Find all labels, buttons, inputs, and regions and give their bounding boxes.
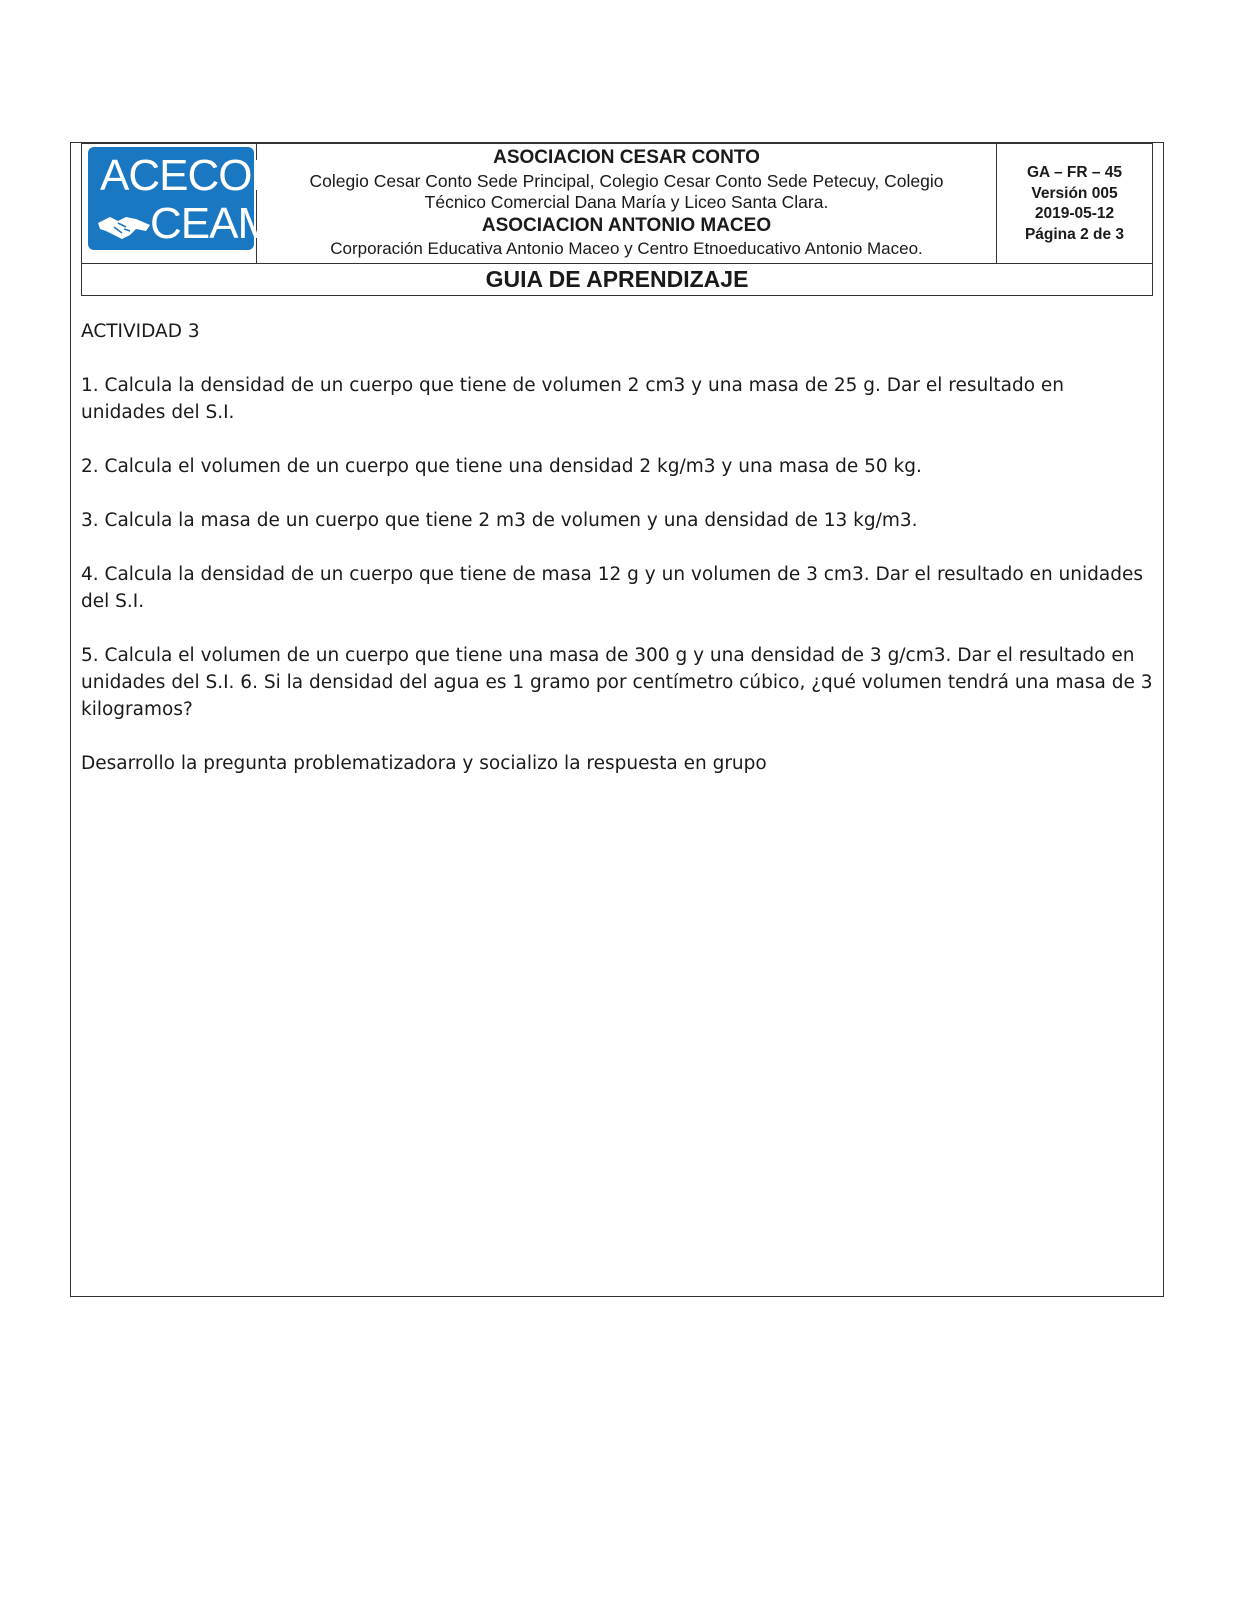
- org2-description: Corporación Educativa Antonio Maceo y Centro Etnoeducativo Antonio Maceo.: [330, 239, 923, 258]
- exercise-item: 5. Calcula el volumen de un cuerpo que tiene una masa de 300 g y una densidad de 3 g/cm3. Dar el resultado en unidades del S.I. 6. Si la densidad del agua es 1 gramo por centímetro cúbico, ¿qué volumen tendrá una masa de 3 kilogramos?: [81, 645, 1153, 720]
- exercise-item: 1. Calcula la densidad de un cuerpo que tiene de volumen 2 cm3 y una masa de 25 g. Dar el resultado en unidades del S.I.: [81, 375, 1065, 423]
- logo-text-acecon: ACECON: [100, 151, 283, 200]
- exercise-item: 3. Calcula la masa de un cuerpo que tiene 2 m3 de volumen y una densidad de 13 kg/m3.: [81, 510, 918, 531]
- document-meta-cell: [997, 144, 1152, 263]
- org2-name: ASOCIACION ANTONIO MACEO: [481, 215, 772, 236]
- exercise-item: 2. Calcula el volumen de un cuerpo que tiene una densidad 2 kg/m3 y una masa de 50 kg.: [81, 456, 922, 477]
- document-code: GA – FR – 45: [1026, 164, 1123, 181]
- exercise-item: 4. Calcula la densidad de un cuerpo que tiene de masa 12 g y un volumen de 3 cm3. Dar el resultado en unidades del S.I.: [81, 564, 1143, 612]
- closing-instruction: Desarrollo la pregunta problematizadora y socializo la respuesta en grupo: [81, 753, 767, 774]
- document-date: 2019-05-12: [1034, 205, 1115, 222]
- organization-cell: [257, 144, 997, 263]
- acecon-ceam-logo: [88, 147, 283, 250]
- document-title: GUIA DE APRENDIZAJE: [82, 263, 1152, 295]
- document-version: Versión 005: [1031, 184, 1118, 202]
- logo-text-ceam: CEAM: [150, 199, 274, 248]
- document-body: [81, 318, 1153, 804]
- org1-description: Colegio Cesar Conto Sede Principal, Colegio Cesar Conto Sede Petecuy, Colegio Técnico Comercial Dana María y Liceo Santa Clara.: [309, 171, 944, 212]
- logo-cell: [82, 144, 283, 263]
- handshake-icon: [96, 209, 152, 243]
- org1-name: ASOCIACION CESAR CONTO: [493, 147, 760, 168]
- document-header: [81, 143, 1153, 296]
- activity-heading: ACTIVIDAD 3: [81, 321, 200, 342]
- page-number: Página 2 de 3: [1024, 225, 1125, 243]
